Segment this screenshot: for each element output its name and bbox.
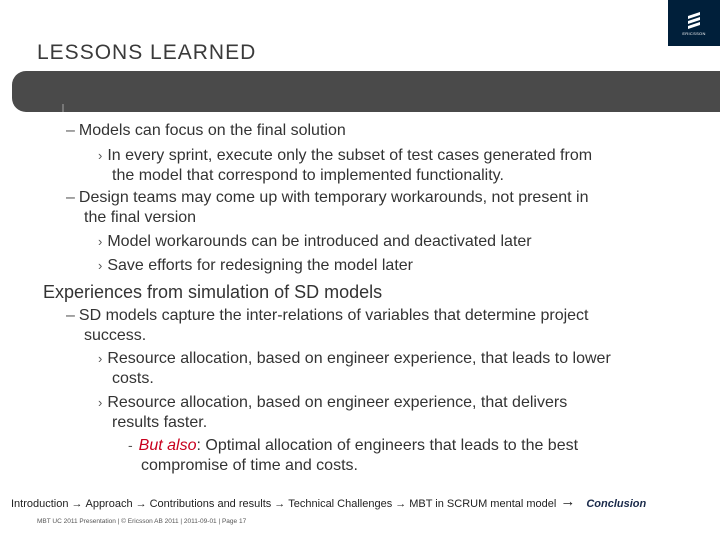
arrow-icon: → bbox=[274, 498, 286, 510]
arrow-icon: → bbox=[71, 498, 83, 510]
bullet-a1-1: › In every sprint, execute only the subset of test cases generated from bbox=[98, 147, 593, 164]
nav-item-approach[interactable]: Approach bbox=[85, 498, 133, 510]
bullet-b1-2-1-cont: compromise of time and costs. bbox=[141, 457, 358, 474]
dash-marker: – bbox=[66, 189, 75, 206]
bullet-b1-2-cont: results faster. bbox=[112, 414, 208, 431]
dash-marker: – bbox=[66, 122, 75, 139]
nav-item-mbt-scrum[interactable]: MBT in SCRUM mental model bbox=[409, 498, 557, 510]
ericsson-logo-icon bbox=[686, 11, 702, 29]
hyphen-marker: - bbox=[128, 437, 133, 453]
bullet-b1-1: › Resource allocation, based on engineer experience, that leads to lower bbox=[98, 350, 611, 367]
bullet-a2-cont: the final version bbox=[84, 209, 197, 226]
emphasis-text: But also bbox=[138, 437, 197, 454]
nav-item-technical-challenges[interactable]: Technical Challenges bbox=[288, 498, 393, 510]
logo-text: ERICSSON bbox=[682, 31, 706, 36]
chevron-marker: › bbox=[98, 258, 103, 273]
banner-tick bbox=[62, 104, 64, 112]
chevron-marker: › bbox=[98, 148, 103, 163]
bullet-b1-2-1: - But also: Optimal allocation of engineers that leads to the best bbox=[128, 437, 579, 454]
chevron-marker: › bbox=[98, 351, 103, 366]
dash-marker: – bbox=[66, 307, 75, 324]
bullet-b1-2: › Resource allocation, based on engineer experience, that delivers bbox=[98, 394, 568, 411]
nav-item-conclusion[interactable]: Conclusion bbox=[586, 498, 647, 510]
ericsson-logo bbox=[668, 0, 720, 46]
arrow-icon: → bbox=[395, 498, 407, 510]
heading-banner bbox=[12, 71, 720, 112]
slide-footer: MBT UC 2011 Presentation | © Ericsson AB 2011 | 2011-09-01 | Page 17 bbox=[37, 518, 247, 525]
nav-item-contributions[interactable]: Contributions and results bbox=[149, 498, 272, 510]
bullet-b: Experiences from simulation of SD models bbox=[43, 282, 383, 302]
chevron-marker: › bbox=[98, 395, 103, 410]
nav-item-introduction[interactable]: Introduction bbox=[11, 498, 69, 510]
bullet-b1-cont: success. bbox=[84, 327, 147, 344]
agenda-nav bbox=[11, 494, 646, 511]
arrow-icon: → bbox=[560, 493, 576, 510]
bullet-b1: – SD models capture the inter-relations of variables that determine project bbox=[66, 307, 589, 324]
bullet-a2: – Design teams may come up with temporary workarounds, not present in bbox=[66, 189, 589, 206]
chevron-marker: › bbox=[98, 234, 103, 249]
slide-title: LESSONS LEARNED bbox=[37, 41, 257, 64]
bullet-a1-1-cont: the model that correspond to implemented functionality. bbox=[112, 167, 504, 184]
bullet-a2-2: › Save efforts for redesigning the model later bbox=[98, 257, 413, 274]
bullet-a1: – Models can focus on the final solution bbox=[66, 122, 346, 139]
bullet-a2-1: › Model workarounds can be introduced and deactivated later bbox=[98, 233, 532, 250]
arrow-icon: → bbox=[135, 498, 147, 510]
bullet-b1-1-cont: costs. bbox=[112, 370, 154, 387]
